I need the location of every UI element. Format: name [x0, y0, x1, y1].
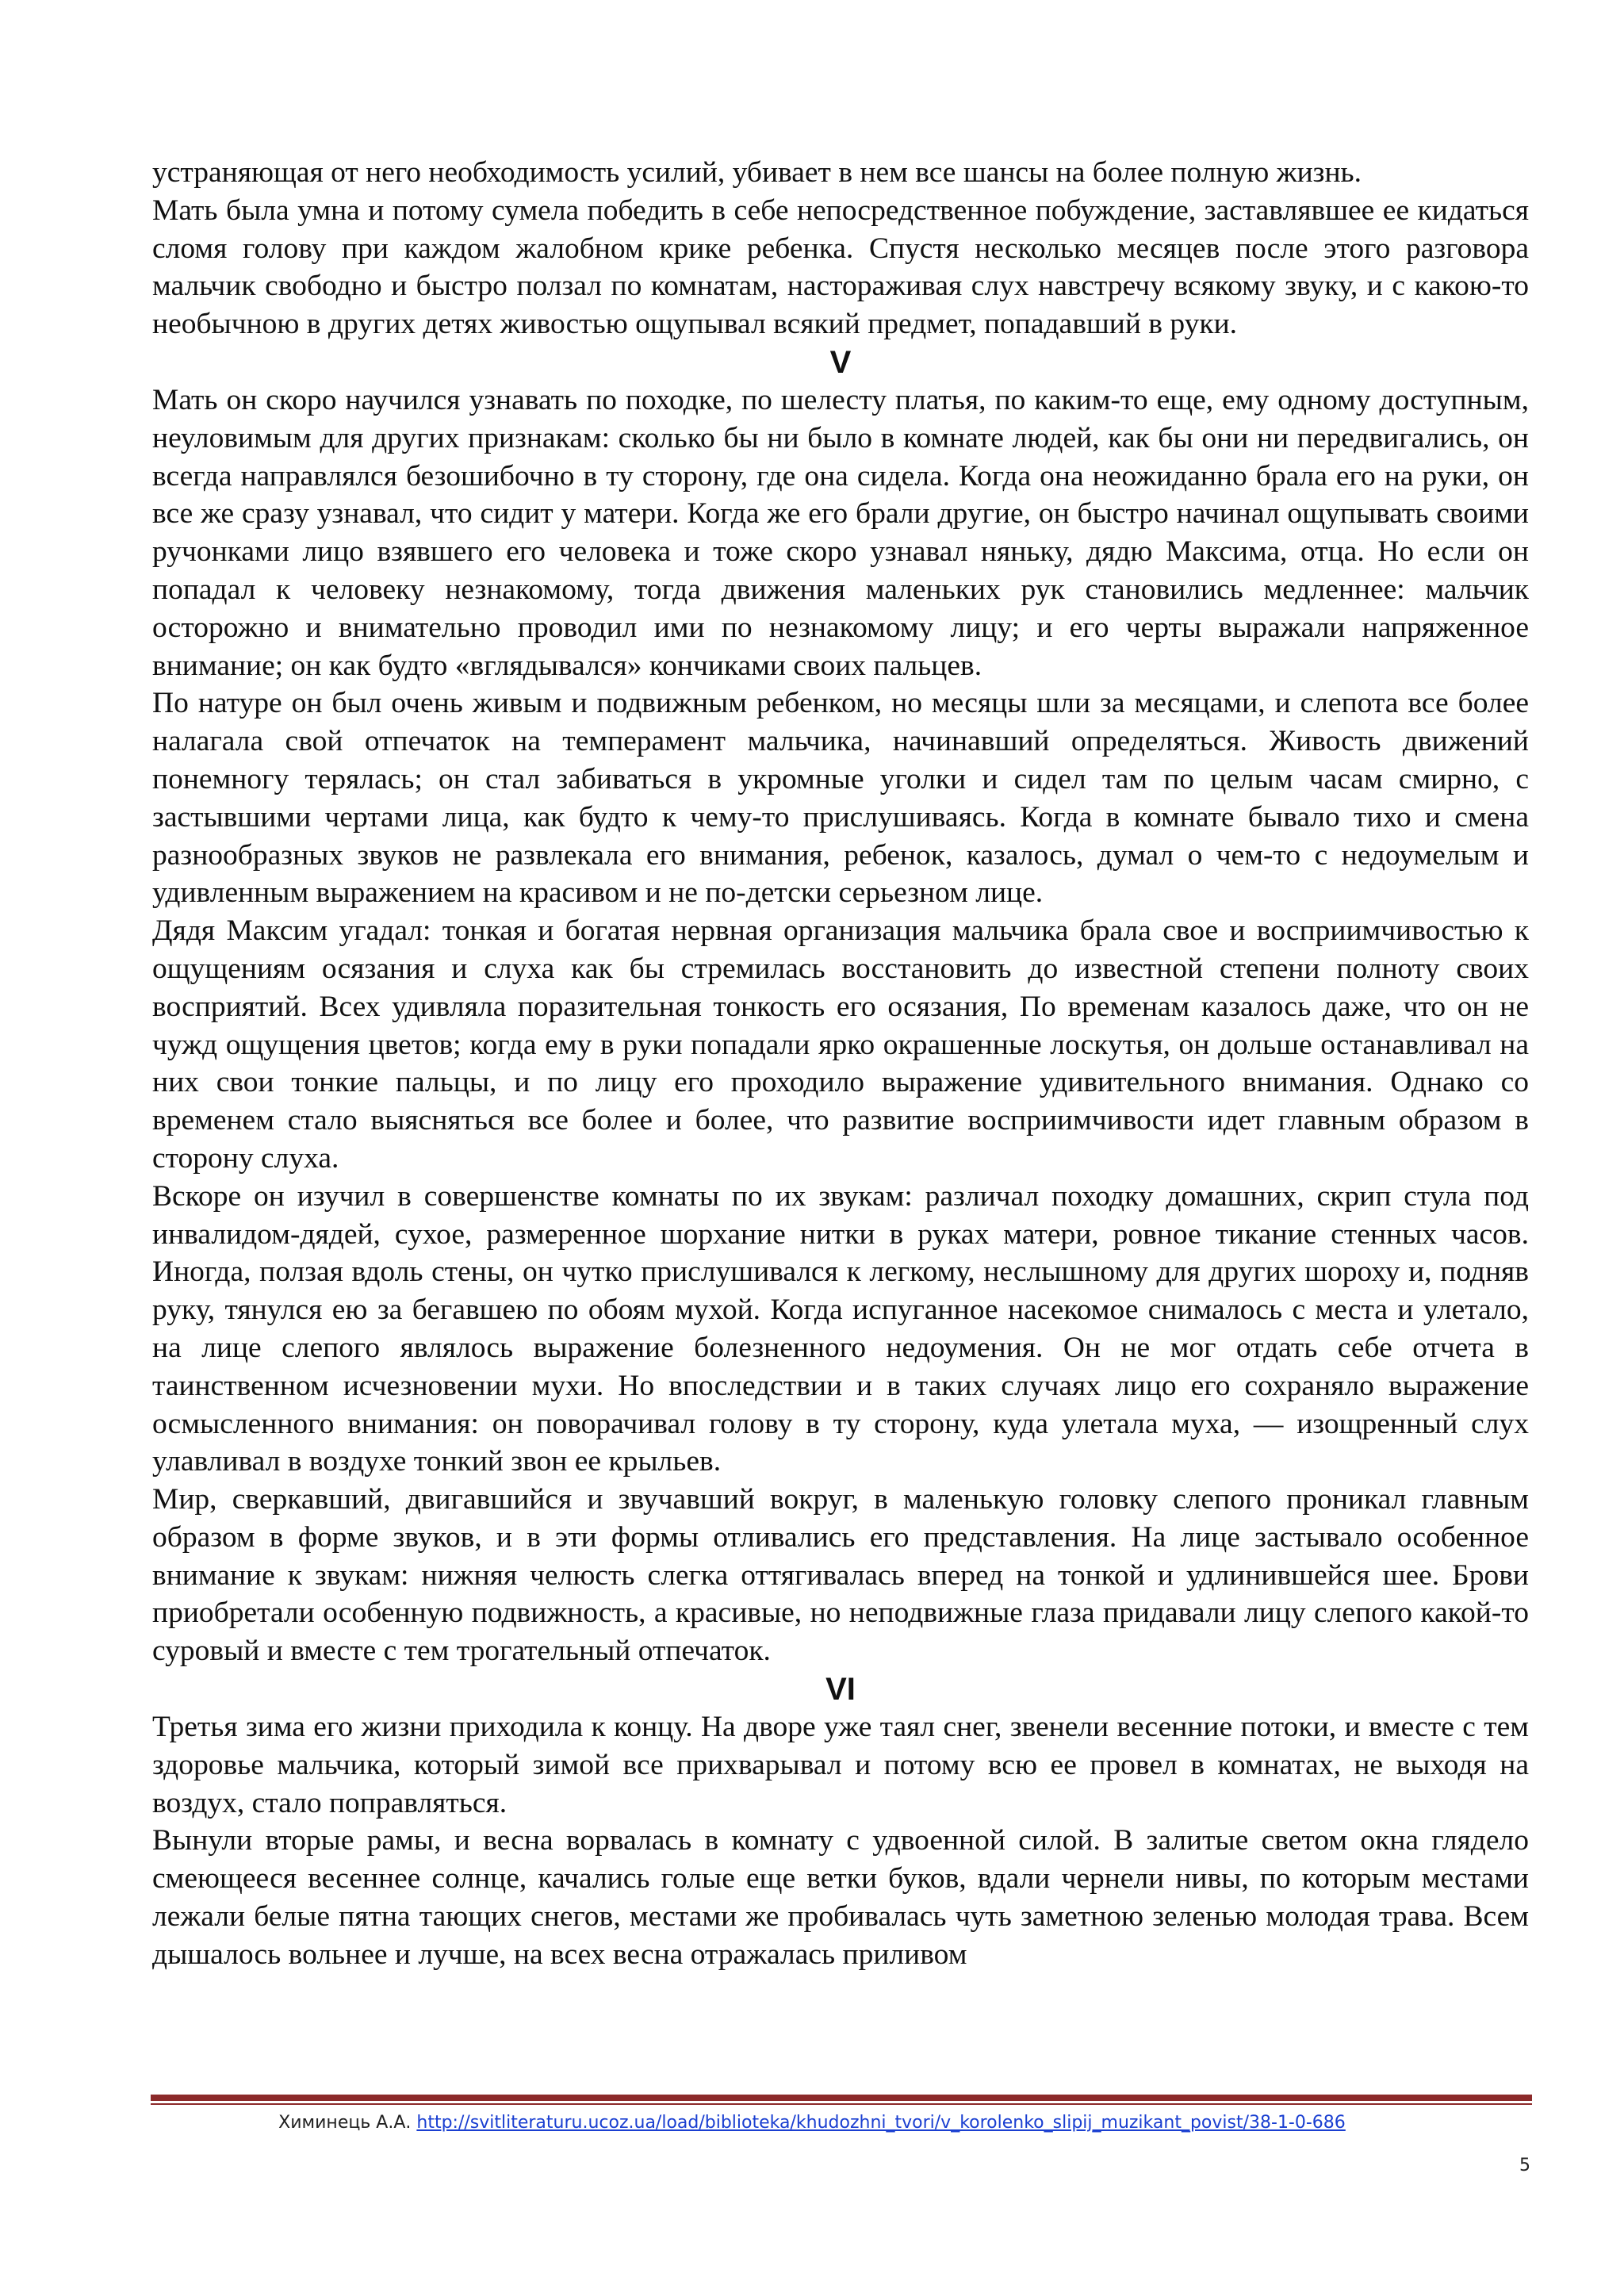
paragraph: Третья зима его жизни приходила к концу. На дворе уже таял снег, звенели весенние потоки, и вместе с тем здоровье мальчика, который зимой все прихварывал и потому всю ее провел в комнатах, не выходя на воздух, стало поправляться.: [152, 1711, 1529, 1819]
page-number: 5: [1519, 2156, 1530, 2175]
footer-author: Химинець А.А.: [278, 2113, 417, 2133]
paragraph: По натуре он был очень живым и подвижным ребенком, но месяцы шли за месяцами, и слепота все более налагала свой отпечаток на темперамент мальчика, начинавший определяться. Живость движений понемногу терялась; он стал забиваться в укромные уголки и сидел там по целым часам смирно, с застывшими чертами лица, как будто к чему-то прислушиваясь. Когда в комнате бывало тихо и смена разнообразных звуков не развлекала его внимания, ребенок, казалось, думал о чем-то с недоумелым и удивленным выражением на красивом и не по-детски серьезном лице.: [152, 687, 1529, 910]
chapter-heading-v: V: [829, 344, 852, 380]
footer-source-link[interactable]: http://svitliteraturu.ucoz.ua/load/biblioteka/khudozhni_tvori/v_korolenko_slipij_muzikant_povist/38-1-0-686: [416, 2113, 1346, 2133]
page-footer: [0, 2111, 1624, 2135]
footer-divider: [151, 2095, 1532, 2101]
paragraph: Мир, сверкавший, двигавшийся и звучавший вокруг, в маленькую головку слепого проникал главным образом в форме звуков, и в эти формы отливались его представления. На лице застывало особенное внимание к звукам: нижняя челюсть слегка оттягивалась вперед на тонкой и удлинившейся шее. Брови приобретали особенную подвижность, а красивые, но неподвижные глаза придавали лицу слепого какой-то суровый и вместе с тем трогательный отпечаток.: [152, 1483, 1529, 1668]
paragraph: устраняющая от него необходимость усилий, убивает в нем все шансы на более полную жизнь.: [152, 156, 1362, 189]
body-text: [152, 154, 1529, 1974]
paragraph: Мать он скоро научился узнавать по походке, по шелесту платья, по каким-то еще, ему одному доступным, неуловимым для других признакам: сколько бы ни было в комнате людей, как бы они ни передвигались, он всегда направлялся безошибочно в ту сторону, где она сидела. Когда она неожиданно брала его на руки, он все же сразу узнавал, что сидит у матери. Когда же его брали другие, он быстро начинал ощупывать своими ручонками лицо взявшего его человека и тоже скоро узнавал няньку, дядю Максима, отца. Но если он попадал к человеку незнакомому, тогда движения маленьких рук становились медленнее: мальчик осторожно и внимательно проводил ими по незнакомому лицу; и его черты выражали напряженное внимание; он как будто «вглядывался» кончиками своих пальцев.: [152, 383, 1529, 682]
paragraph: Мать была умна и потому сумела победить в себе непосредственное побуждение, заставлявшее ее кидаться сломя голову при каждом жалобном крике ребенка. Спустя несколько месяцев после этого разговора мальчик свободно и быстро ползал по комнатам, настораживая слух навстречу всякому звуку, и с какою-то необычною в других детях живостью ощупывал всякий предмет, попадавший в руки.: [152, 194, 1529, 341]
paragraph: Дядя Максим угадал: тонкая и богатая нервная организация мальчика брала свое и восприимчивостью к ощущениям осязания и слуха как бы стремилась восстановить до известной степени полноту своих восприятий. Всех удивляла поразительная тонкость его осязания, По временам казалось даже, что он не чужд ощущения цветов; когда ему в руки попадали ярко окрашенные лоскутья, он дольше останавливал на них свои тонкие пальцы, и по лицу его проходило выражение удивительного внимания. Однако со временем стало выясняться все более и более, что развитие восприимчивости идет главным образом в сторону слуха.: [152, 914, 1529, 1175]
paragraph: Вскоре он изучил в совершенстве комнаты по их звукам: различал походку домашних, скрип стула под инвалидом-дядей, сухое, размеренное шорхание нитки в руках матери, ровное тикание стенных часов. Иногда, ползая вдоль стены, он чутко прислушивался к легкому, неслышному для других шороху и, подняв руку, тянулся ею за бегавшею по обоям мухой. Когда испуганное насекомое снималось с места и улетало, на лице слепого являлось выражение болезненного недоумения. Он не мог отдать себе отчета в таинственном исчезновении мухи. Но впоследствии и в таких случаях лицо его сохраняло выражение осмысленного внимания: он поворачивал голову в ту сторону, куда улетала муха, — изощренный слух улавливал в воздухе тонкий звон ее крыльев.: [152, 1179, 1529, 1478]
chapter-heading-vi: VI: [825, 1672, 856, 1708]
footer-divider-thin: [151, 2103, 1532, 2105]
paragraph: Вынули вторые рамы, и весна ворвалась в комнату с удвоенной силой. В залитые светом окна глядело смеющееся весеннее солнце, качались голые еще ветки буков, вдали чернели нивы, по которым местами лежали белые пятна тающих снегов, местами же пробивалась чуть заметною зеленью молодая трава. Всем дышалось вольнее и лучше, на всех весна отражалась приливом: [152, 1824, 1529, 1971]
